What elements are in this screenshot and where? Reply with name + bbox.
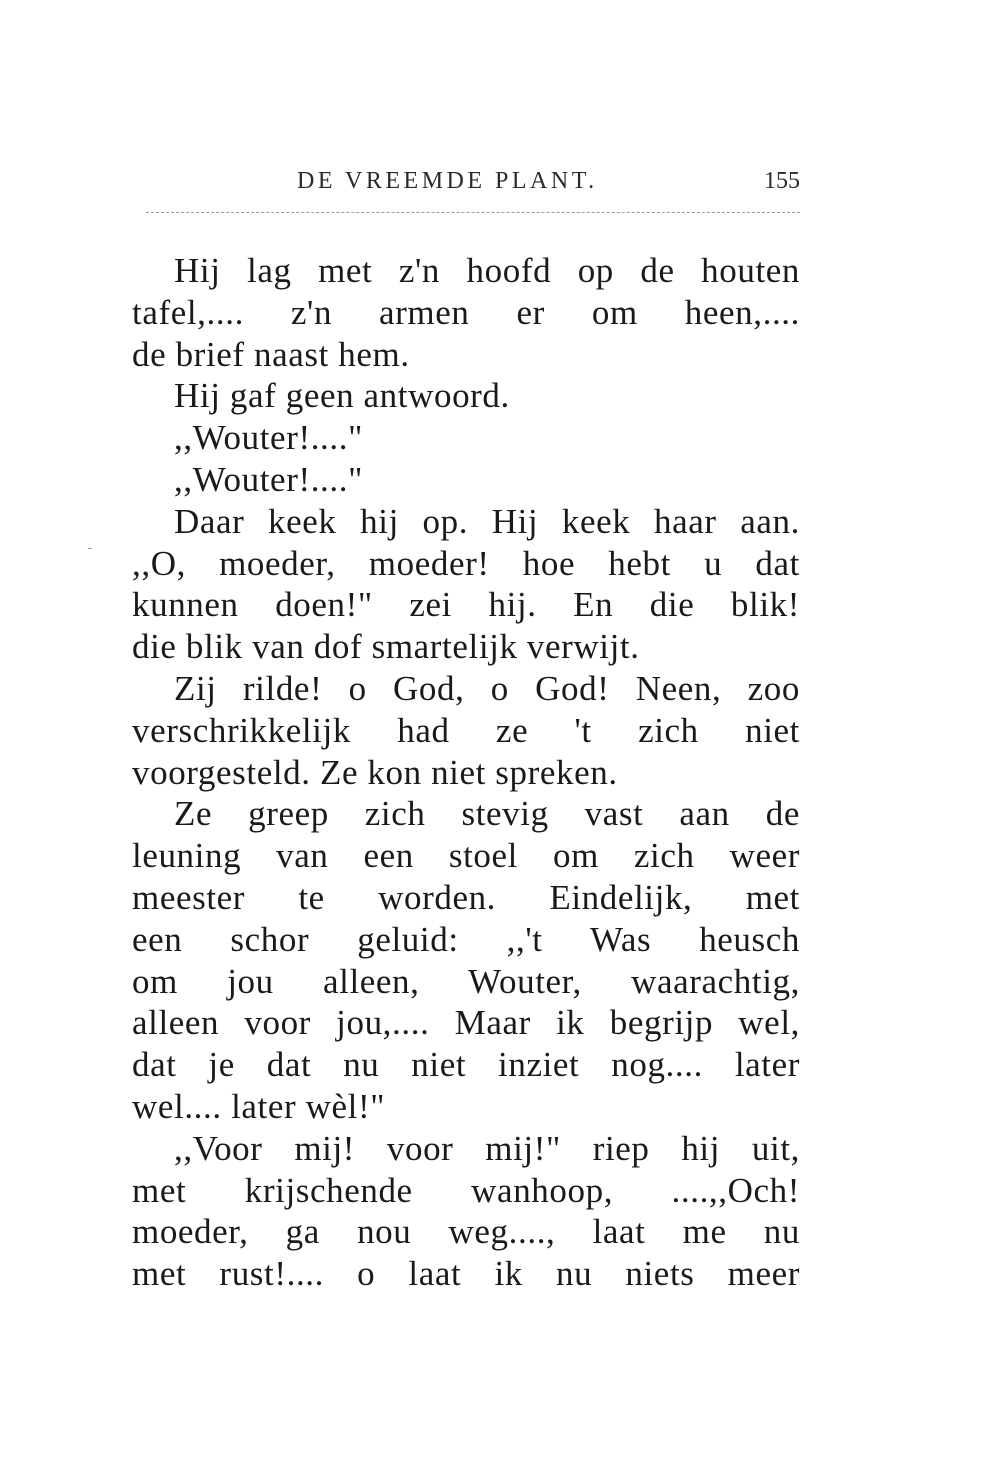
page-number: 155 bbox=[764, 168, 800, 194]
running-header bbox=[132, 168, 800, 198]
print-speck bbox=[88, 548, 92, 549]
header-rule bbox=[146, 212, 800, 213]
text-line: ,,Wouter!...." bbox=[174, 459, 363, 499]
text-line: die blik van dof smartelijk verwijt. bbox=[132, 627, 640, 667]
text-line: voorgesteld. Ze kon niet spreken. bbox=[132, 752, 618, 792]
body-text bbox=[132, 250, 800, 1295]
text-line: om jou alleen, Wouter, waarachtig, bbox=[132, 961, 800, 1001]
running-title: DE VREEMDE PLANT. bbox=[297, 168, 598, 194]
text-line: leuning van een stoel om zich weer bbox=[132, 836, 800, 876]
text-line: dat je dat nu niet inziet nog.... later bbox=[132, 1045, 800, 1085]
text-line: moeder, ga nou weg...., laat me nu bbox=[132, 1212, 800, 1252]
text-line: tafel,.... z'n armen er om heen,.... bbox=[132, 292, 800, 332]
text-line: met krijschende wanhoop, ....,,Och! bbox=[132, 1170, 800, 1210]
text-line: ,,O, moeder, moeder! hoe hebt u dat bbox=[132, 543, 800, 583]
text-line: ,,Wouter!...." bbox=[174, 418, 363, 458]
text-line: Ze greep zich stevig vast aan de bbox=[174, 794, 800, 834]
text-line: met rust!.... o laat ik nu niets meer bbox=[132, 1254, 800, 1294]
text-line: ,,Voor mij! voor mij!" riep hij uit, bbox=[174, 1128, 800, 1168]
text-line: de brief naast hem. bbox=[132, 334, 410, 374]
text-line: wel.... later wèl!" bbox=[132, 1086, 386, 1126]
text-line: meester te worden. Eindelijk, met bbox=[132, 877, 800, 917]
text-line: Zij rilde! o God, o God! Neen, zoo bbox=[174, 668, 800, 708]
text-line: kunnen doen!" zei hij. En die blik! bbox=[132, 585, 800, 625]
text-line: verschrikkelijk had ze 't zich niet bbox=[132, 710, 800, 750]
text-line: een schor geluid: ,,'t Was heusch bbox=[132, 919, 800, 959]
text-line: Hij lag met z'n hoofd op de houten bbox=[174, 251, 800, 290]
text-line: alleen voor jou,.... Maar ik begrijp wel, bbox=[132, 1003, 800, 1043]
text-line: Daar keek hij op. Hij keek haar aan. bbox=[174, 501, 800, 541]
text-line: Hij gaf geen antwoord. bbox=[174, 376, 510, 416]
